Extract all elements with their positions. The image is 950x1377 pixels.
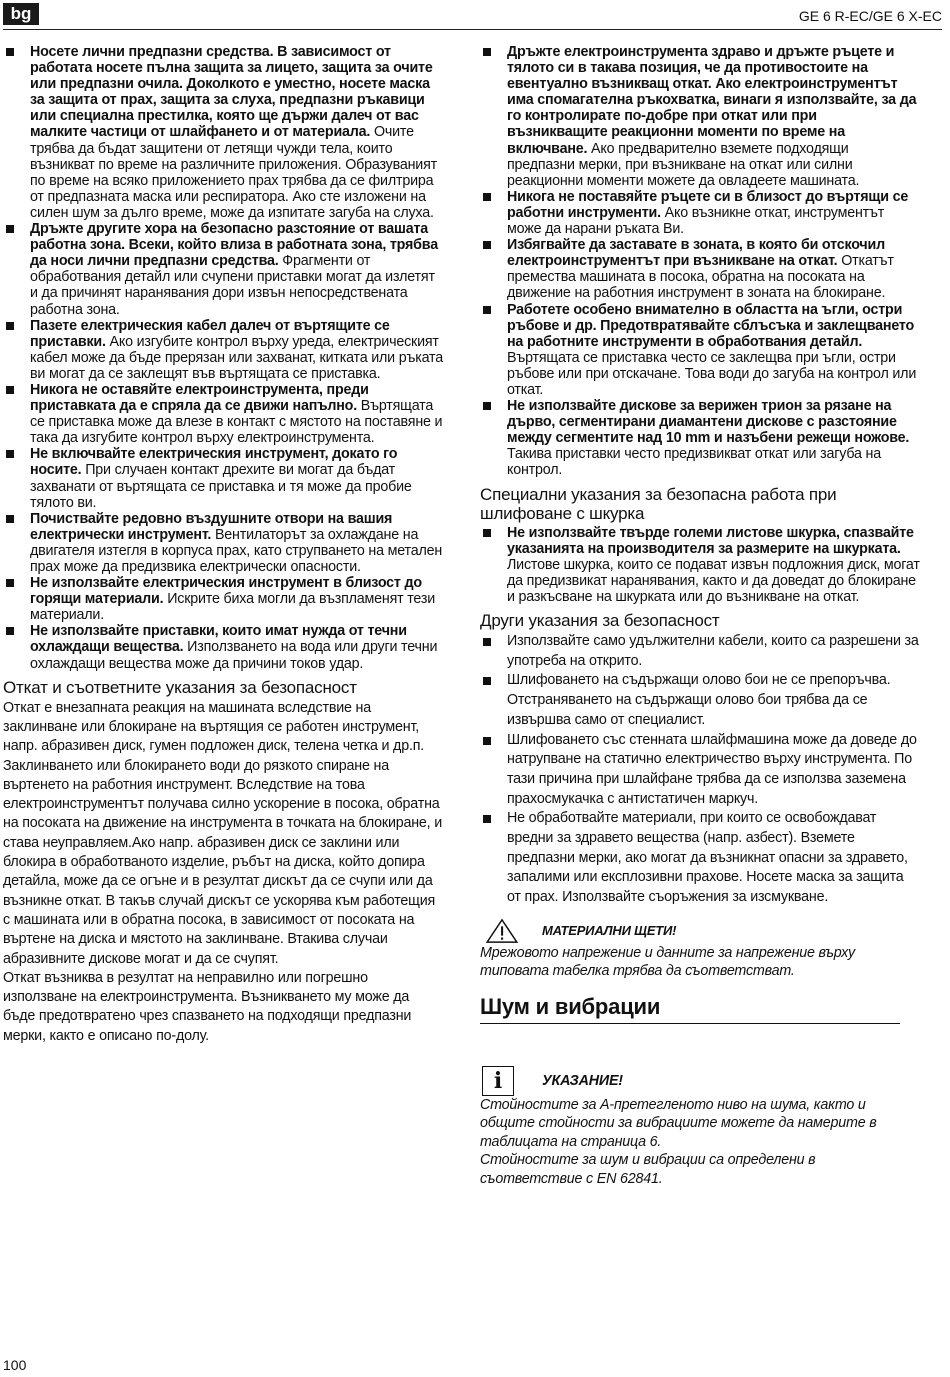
- info-text-1: Стойностите за А-претегленото ниво на шума, както и общите стойности за вибрациите можете да намерите в таблицата на страница 6.: [480, 1096, 877, 1150]
- bullet-item-bold: Не използвайте електрическия инструмент в близост до горящи материали.: [30, 575, 422, 608]
- warning-triangle-icon: [484, 918, 520, 944]
- bullet-item-bold: Не включвайте електрическия инструмент, докато го носите.: [30, 446, 398, 479]
- info-notice: [480, 1066, 920, 1096]
- model-name: GE 6 R-EC/GE 6 X-EC: [798, 8, 942, 24]
- right-column: [480, 44, 920, 1188]
- bullet-item: Използвайте само удължителни кабели, които са разрешени за употреба на открито.: [480, 632, 920, 671]
- other-safety-heading: Други указания за безопасност: [480, 611, 720, 630]
- bullet-item-text: Искрите биха могли да възпламенят тези материали.: [30, 591, 436, 624]
- bullet-item-text: Вентилаторът за охлаждане на двигателя изтегля в корпуса прах, като струпването на метален прах може да предизвика електрически опасности.: [30, 526, 443, 575]
- bullet-item-text: Ако възникне откат, инструментът може да нарани ръката Ви.: [507, 204, 885, 238]
- info-label: УКАЗАНИЕ!: [542, 1072, 623, 1089]
- bullet-item: [3, 623, 445, 671]
- language-tag: bg: [3, 3, 39, 25]
- bullet-item-bold: Работете особено внимателно в областта на ъгли, остри ръбове и др. Предотвратявайте сблъсъка и заклещването на работните инструменти в обработвания детайл.: [507, 301, 915, 350]
- bullet-item-text: Очите трябва да бъдат защитени от летящи чужди тела, които възникват по време на различните приложения. Образуваният по време на всяко приложението прах трябва да се филтрира от предпазната маска или респиратора. Ако сте изложени на силен шум за дълго време, може да изпитате загуба на слуха.: [30, 124, 437, 221]
- left-column: [3, 44, 445, 1046]
- bullet-item: [480, 398, 920, 478]
- bullet-item: Не обработвайте материали, при които се освобождават вредни за здравето вещества (напр. азбест). Вземете предпазни мерки, ако могат да възникнат опасни за здравето, запалими или експлозивни прахове. Носете маска за защита от прах. Използвайте съоръжения за изсмукване.: [480, 809, 920, 908]
- bullet-item-text: Откатът премества машината в посока, обратна на посоката на движение на работния инструмент в зоната на блокиране.: [507, 253, 894, 302]
- bullet-item: [480, 44, 920, 189]
- bullet-item-bold: Пазете електрическия кабел далеч от въртящите се приставки.: [30, 317, 390, 350]
- page-number: 100: [3, 1357, 27, 1373]
- bullet-item: [480, 189, 920, 237]
- bullet-item-bold: Избягвайте да заставате в зоната, в която би отскочил електроинструментът при възникване на откат.: [507, 237, 885, 270]
- bullet-item-text: Въртящата се приставка може да влезе в контакт с мястото на поставяне и така да изгубите контрол върху електроинструмента.: [30, 398, 443, 447]
- bullet-item: [480, 302, 920, 399]
- bullet-item-text: Ако изгубите контрол върху уреда, електрическият кабел може да бъде прерязан или захванат, китката или ръката ви могат да се заклещят във въртящата се приставка.: [30, 333, 443, 382]
- kickback-paragraph-2: Откат възниква в резултат на неправилно или погрешно използване на електроинструмента. Възникването му може да бъде предотвратено чрез спазването на подходящи предпазни мерки, както е описано по-долу.: [3, 969, 412, 1044]
- info-text-2: Стойностите за шум и вибрации са определени в съответствие с EN 62841.: [480, 1152, 816, 1187]
- bullet-item-bold: Дръжте електроинструмента здраво и дръжте ръцете и тялото си в такава позиция, че да противостоите на евентуално възникващ откат. Ако електроинструментът има спомагателна ръкохватка, винаги я използвайте, за да го контролирате по-добре при откат или при възникващите реакционни моменти по време на включване.: [507, 44, 917, 157]
- right-bullet-list: [480, 44, 920, 479]
- bullet-item-bold: Не използвайте приставки, които имат нужда от течни охлаждащи вещества.: [30, 623, 407, 656]
- bullet-item-text: Фрагменти от обработвания детайл или счупени приставки могат да излетят и да причинят наранявания дори извън непосредствената работна зона.: [30, 253, 435, 318]
- bullet-item: [3, 382, 445, 446]
- warning-label: МАТЕРИАЛНИ ЩЕТИ!: [542, 922, 677, 938]
- kickback-heading: Откат и съответните указания за безопасност: [3, 677, 357, 697]
- bullet-item-text: Такива приставки често предизвикват откат или загуба на контрол.: [507, 446, 881, 479]
- kickback-paragraph-1: Откат е внезапната реакция на машината вследствие на заклинване или блокиране на въртящия се работен инструмент, напр. абразивен диск, гумен подложен диск, телена четка и др.п. Заклинването или блокирането води до рязкото спиране на въртенето на работния инструмент. Вследствие на това електроинструментът получава силно ускорение в посока, обратна на посоката на движение на инструмента в точката на блокиране, и става неуправляем.Ако напр. абразивен диск се заклини или блокира в обработваното изделие, ръбът на диска, който допира детайла, може да се огъне и в резултат дискът да се счупи или да възникне откат. В такъв случай дискът се ускорява към работещия с машината или в обратна посока, в зависимост от посоката на въртене на диска и мястото на заклинване. Втакива случаи абразивните дискове могат и да се счупят.: [3, 699, 443, 967]
- bullet-item: [3, 575, 445, 623]
- noise-section-heading: Шум и вибрации: [480, 999, 900, 1024]
- bullet-item-bold: Никога не оставяйте електроинструмента, преди приставката да е спряла да се движи напълно.: [30, 381, 369, 415]
- bullet-item-bold: Почиствайте редовно въздушните отвори на вашия електрически инструмент.: [30, 510, 393, 543]
- bullet-item: Шлифоването на съдържащи олово бои не се препоръчва. Отстраняването на съдържащи олово бои трябва да се извършва само от специалист.: [480, 671, 920, 730]
- bullet-item: [3, 446, 445, 510]
- bullet-item-text: Листове шкурка, които се подават извън подложния диск, могат да предизвикат наранявания, както и да доведат до блокиране и разкъсване на шкурката или до възникване на откат.: [507, 556, 920, 605]
- sanding-heading: Специални указания за безопасна работа при шлифоване с шкурка: [480, 484, 837, 523]
- bullet-item: [3, 318, 445, 382]
- bullet-item-bold: Не използвайте дискове за верижен трион за рязане на дърво, сегментирани диамантени дискове с разстояние между сегментите над 10 mm и назъбени режещи ножове.: [507, 398, 910, 447]
- warning-text: Мрежовото напрежение и данните за напрежение върху типовата табелка трябва да съответстват.: [480, 944, 855, 980]
- bullet-item-text: Въртящата се приставка често се заклещва при ъгли, остри ръбове или при отскачане. Това води до загуба на контрол или откат.: [507, 349, 917, 398]
- other-safety-list: [480, 632, 920, 908]
- bullet-item: [3, 511, 445, 575]
- bullet-item-text: Ако предварително вземете подходящи предпазни мерки, при възникване на откат или силни реакционни моменти можете да овладеете машината.: [507, 140, 860, 189]
- bullet-item-text: При случаен контакт дрехите ви могат да бъдат захванати от въртящата се приставка и тя може да пробие тялото ви.: [30, 462, 412, 511]
- left-bullet-list: [3, 44, 445, 672]
- sanding-bullet-list: [480, 525, 920, 605]
- bullet-item-text: Използването на вода или други течни охлаждащи вещества може да причини токов удар.: [30, 639, 438, 672]
- bullet-item: Шлифоването със стенната шлайфмашина може да доведе до натрупване на статично електричество върху инструмента. По тази причина при шлайфане трябва да се използва заземена прахосмукачка с антистатичен маркуч.: [480, 731, 920, 810]
- bullet-item: [480, 525, 920, 605]
- bullet-item: [3, 221, 445, 318]
- bullet-item: [480, 237, 920, 301]
- bullet-item-bold: Дръжте другите хора на безопасно разстояние от вашата работна зона. Всеки, който влиза в работната зона, трябва да носи лични предпазни средства.: [30, 221, 438, 270]
- bullet-item: [3, 44, 445, 221]
- bullet-item-bold: Не използвайте твърде големи листове шкурка, спазвайте указанията на производителя за размерите на шкурката.: [507, 524, 914, 557]
- info-icon: i: [482, 1066, 514, 1096]
- header-rule: [3, 29, 942, 30]
- bullet-item-bold: Никога не поставяйте ръцете си в близост до въртящи се работни инструменти.: [507, 188, 909, 221]
- bullet-item-bold: Носете лични предпазни средства. В зависимост от работата носете пълна защита за лицето, защита за очите или предпазни очила. Доколкото е уместно, носете маска за защита от прах, защита за слуха, предпазни ръкавици или специална престилка, която ще държи далеч от вас малките частици от шлайфането и от материала.: [30, 44, 433, 141]
- material-damage-notice: [480, 918, 920, 944]
